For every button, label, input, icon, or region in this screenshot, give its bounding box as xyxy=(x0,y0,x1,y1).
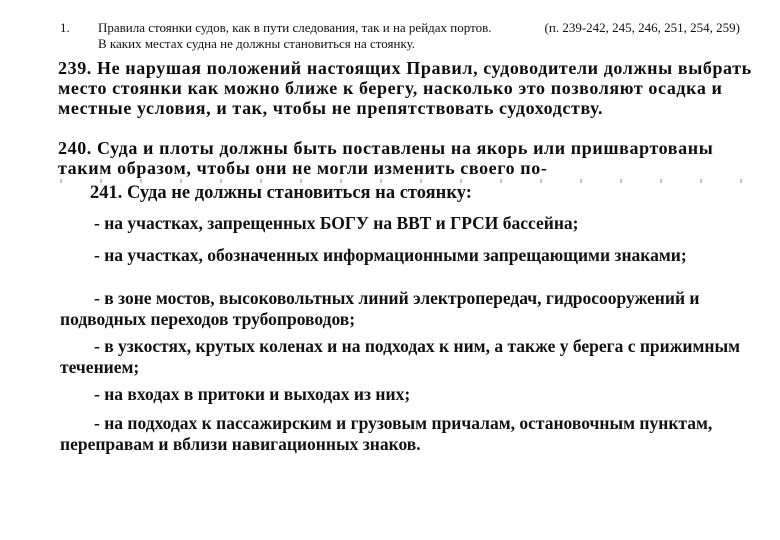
paragraph-239: 239. Не нарушая положений настоящих Правил, судоводители должны выбрать место стоянки как можно ближе к берегу, насколько это позволяют осадка и местные условия, и так, чтобы не препятствовать судоходству. xyxy=(58,58,752,118)
restriction-item: - в зоне мостов, высоковольтных линий электропередач, гидросооружений и подводных переходов трубопроводов; xyxy=(60,288,700,329)
question-title-line-1: Правила стоянки судов, как в пути следования, так и на рейдах портов. xyxy=(98,20,492,35)
paragraph-241-heading: 241. Суда не должны становиться на стоянку: xyxy=(90,183,472,203)
restriction-item: - в узкостях, крутых коленах и на подходах к ним, а также у берега с прижимным течением; xyxy=(60,336,741,377)
restriction-item: - на подходах к пассажирским и грузовым причалам, остановочным пунктам, переправам и вблизи навигационных знаков. xyxy=(60,413,713,454)
restriction-item: - на участках, обозначенных информационными запрещающими знаками; xyxy=(94,245,687,265)
question-number: 1. xyxy=(60,20,70,35)
question-title xyxy=(98,20,558,52)
question-header xyxy=(60,18,760,52)
paragraph-241 xyxy=(60,182,760,455)
restriction-item: - на участках, запрещенных БОГУ на ВВТ и ГРСИ бассейна; xyxy=(94,213,579,233)
paragraph-240: 240. Суда и плоты должны быть поставлены на якорь или пришвартованы таким образом, чтобы они не могли изменить своего по- xyxy=(58,138,714,178)
question-title-line-2: В каких местах судна не должны становиться на стоянку. xyxy=(98,36,416,51)
restriction-item: - на входах в притоки и выходах из них; xyxy=(94,384,411,404)
question-reference: (п. 239-242, 245, 246, 251, 254, 259) xyxy=(544,20,740,35)
